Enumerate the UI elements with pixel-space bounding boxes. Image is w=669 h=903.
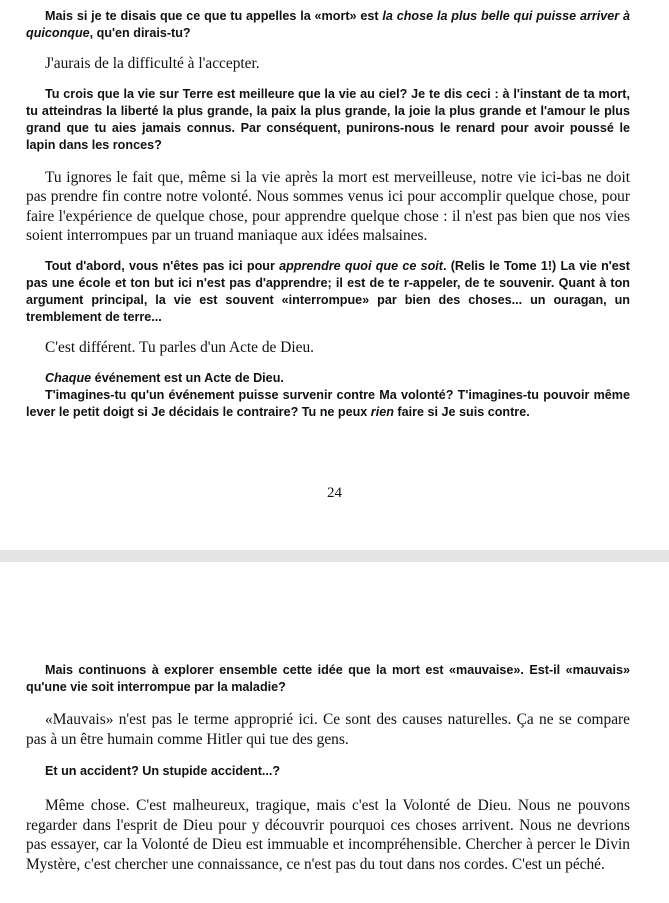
- page-separator: [0, 550, 669, 562]
- god-paragraph: Mais si je te disais que ce que tu appelles la «mort» est la chose la plus belle qui puisse arriver à quiconque, qu'en dirais-tu?: [26, 9, 630, 40]
- human-paragraph: Tu ignores le fait que, même si la vie après la mort est merveilleuse, notre vie ici-bas ne doit pas prendre fin contre notre volonté. Nous sommes venus ici pour accomplir quelque chose, pour faire l'expérience de quelque chose, pour apprendre quelque chose : il n'est pas bien que nos vies soient interrompues par un truand maniaque aux idées malsaines.: [26, 168, 630, 244]
- emphasis: Chaque: [45, 371, 92, 385]
- emphasis: apprendre quoi que ce soit: [279, 258, 443, 273]
- emphasis: rien: [370, 405, 394, 419]
- page-25: [0, 562, 669, 903]
- god-paragraph: T'imagines-tu qu'un événement puisse survenir contre Ma volonté? T'imagines-tu pouvoir même lever le petit doigt si Je décidais le contraire? Tu ne peux rien faire si Je suis contre.: [26, 388, 630, 419]
- god-paragraph: Chaque événement est un Acte de Dieu.: [45, 371, 284, 385]
- human-paragraph: Même chose. C'est malheureux, tragique, mais c'est la Volonté de Dieu. Nous ne pouvons regarder dans l'esprit de Dieu pour y découvrir pourquoi ces choses arrivent. Nous ne devrions pas essayer, car la Volonté de Dieu est immuable et incompréhensible. Chercher à percer le Divin Mystère, c'est chercher une connaissance, ce n'est pas du tout dans nos cordes. C'est un péché.: [26, 797, 630, 873]
- god-paragraph: Et un accident? Un stupide accident...?: [45, 764, 281, 778]
- human-paragraph: «Mauvais» n'est pas le terme approprié ici. Ce sont des causes naturelles. Ça ne se compare pas à un être humain comme Hitler qui tue des gens.: [26, 711, 630, 748]
- human-paragraph: C'est différent. Tu parles d'un Acte de Dieu.: [45, 338, 314, 356]
- emphasis: la chose la plus belle qui puisse arriver à quiconque: [26, 9, 630, 40]
- page-number: 24: [327, 485, 342, 501]
- page-text: [26, 662, 630, 874]
- god-paragraph: Mais continuons à explorer ensemble cette idée que la mort est «mauvaise». Est-il «mauvais» qu'une vie soit interrompue par la maladie?: [26, 663, 630, 694]
- human-paragraph: J'aurais de la difficulté à l'accepter.: [45, 55, 260, 72]
- god-paragraph: Tout d'abord, vous n'êtes pas ici pour apprendre quoi que ce soit. (Relis le Tome 1!) La vie n'est pas une école et ton but ici n'est pas d'apprendre; il est de te r-appeler, de te souvenir. Quant à ton argument principal, la vie est souvent «interrompue» par bien des choses... un ouragan, un tremblement de terre...: [26, 258, 631, 324]
- god-paragraph: Tu crois que la vie sur Terre est meilleure que la vie au ciel? Je te dis ceci : à l'instant de ta mort, tu atteindras la liberté la plus grande, la paix la plus grande, la joie la plus grande et l'amour le plus grand que tu aies jamais connus. Par conséquent, punirons-nous le renard pour avoir poussé le lapin dans les ronces?: [26, 86, 630, 152]
- page-text: [26, 8, 630, 421]
